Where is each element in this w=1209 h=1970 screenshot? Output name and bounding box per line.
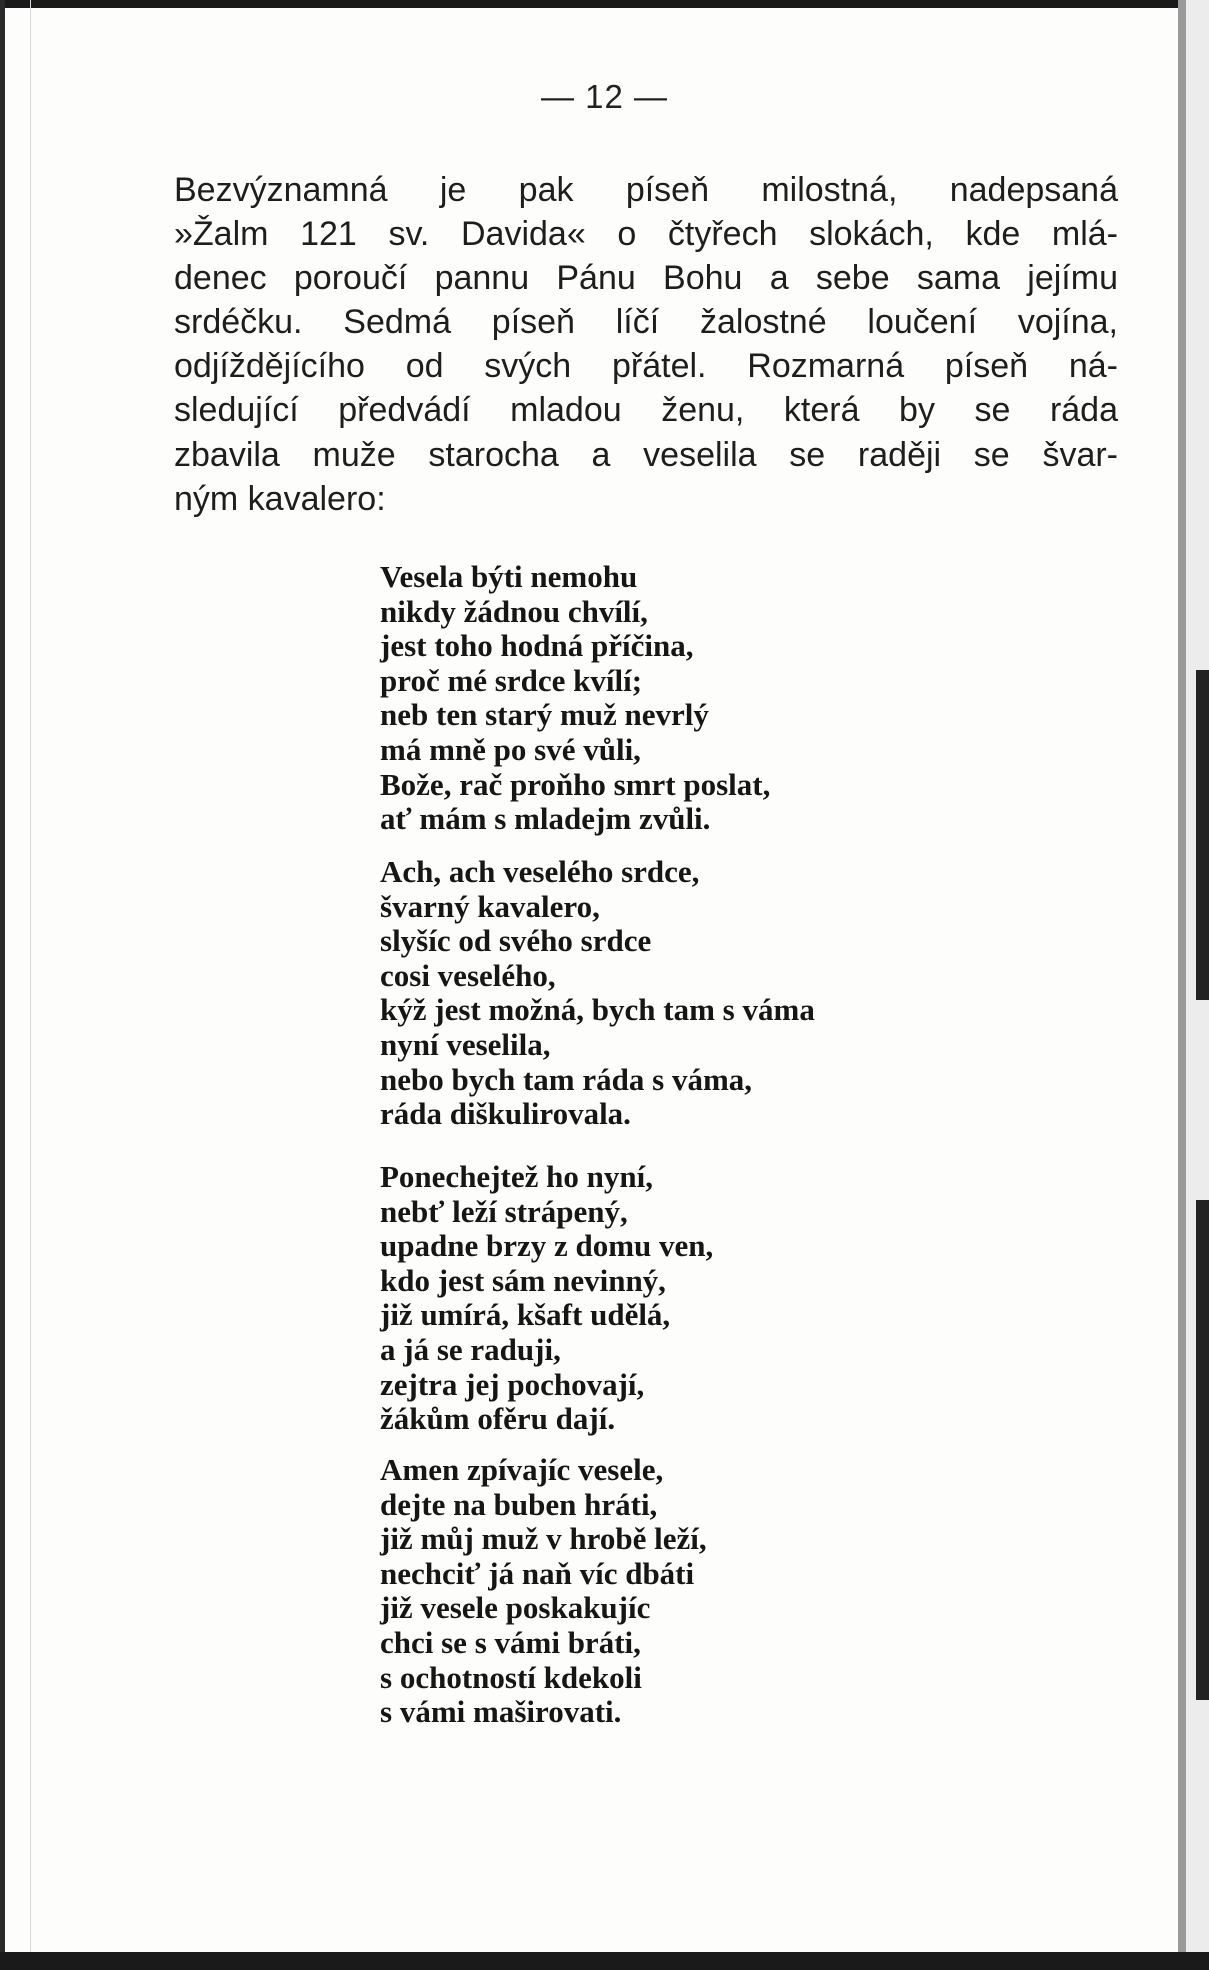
verse-line: Ponechejtež ho nyní, bbox=[380, 1159, 653, 1194]
verse-line: Amen zpívajíc vesele, bbox=[380, 1452, 664, 1487]
verse-line: švarný kavalero, bbox=[380, 888, 600, 924]
verse-line: upadne brzy z domu ven, bbox=[380, 1228, 714, 1264]
intro-paragraph bbox=[174, 168, 1118, 521]
paragraph-line: ným kavalero: bbox=[174, 479, 386, 518]
verse-line: nyní veselila, bbox=[380, 1026, 551, 1062]
verse-line: neb ten starý muž nevrlý bbox=[380, 697, 709, 733]
page-margin-line bbox=[30, 0, 31, 1970]
poem-stanza bbox=[380, 1453, 1080, 1730]
verse-line: jest toho hodná příčina, bbox=[380, 628, 694, 664]
verse-line: Vesela býti nemohu bbox=[380, 559, 638, 594]
verse-line: slyšíc od svého srdce bbox=[380, 923, 652, 959]
verse-line: a já se raduji, bbox=[380, 1331, 561, 1367]
verse-line: proč mé srdce kvílí; bbox=[380, 662, 643, 698]
verse-line: kdo jest sám nevinný, bbox=[380, 1262, 666, 1298]
paragraph-line: sledující předvádí mladou ženu, která by se ráda bbox=[174, 391, 1118, 430]
verse-line: cosi veselého, bbox=[380, 957, 556, 993]
paragraph-line: zbavila muže starocha a veselila se raději se švar- bbox=[174, 435, 1118, 474]
paragraph-line: odjíždějícího od svých přátel. Rozmarná píseň ná- bbox=[174, 347, 1118, 386]
verse-line: již můj muž v hrobě leží, bbox=[380, 1521, 707, 1557]
verse-line: dejte na buben hráti, bbox=[380, 1486, 658, 1522]
verse-line: kýž jest možná, bych tam s váma bbox=[380, 992, 815, 1028]
verse-line: chci se s vámi bráti, bbox=[380, 1624, 641, 1660]
verse-line: ať mám s mladejm zvůli. bbox=[380, 801, 711, 837]
verse-line: s ochotností kdekoli bbox=[380, 1659, 642, 1695]
scan-edge-shadow bbox=[1196, 1200, 1209, 1700]
scan-edge-bottom bbox=[0, 1952, 1209, 1970]
poem-stanza bbox=[380, 855, 1080, 1132]
paragraph-line: denec poroučí pannu Pánu Bohu a sebe sama jejímu bbox=[174, 259, 1118, 298]
scan-edge-shadow bbox=[1196, 670, 1209, 1000]
poem-stanza bbox=[380, 1160, 1080, 1437]
verse-line: Bože, rač proňho smrt poslat, bbox=[380, 766, 771, 802]
page-number: — 12 — bbox=[540, 78, 669, 115]
verse-line: nebo bych tam ráda s váma, bbox=[380, 1061, 753, 1097]
verse-line: ráda diškulirovala. bbox=[380, 1096, 631, 1132]
paragraph-line: srdéčku. Sedmá píseň líčí žalostné loučení vojína, bbox=[174, 303, 1118, 342]
verse-line: s vámi maširovati. bbox=[380, 1694, 622, 1730]
verse-line: žákům ofěru dají. bbox=[380, 1401, 616, 1437]
verse-line: již vesele poskakujíc bbox=[380, 1590, 651, 1626]
scan-edge-left bbox=[0, 0, 5, 1970]
verse-line: nebť leží strápený, bbox=[380, 1193, 628, 1229]
verse-line: zejtra jej pochovají, bbox=[380, 1366, 645, 1402]
scan-edge-top bbox=[0, 0, 1209, 8]
paragraph-line: »Žalm 121 sv. Davida« o čtyřech slokách, kde mlá- bbox=[174, 215, 1118, 254]
verse-line: již umírá, kšaft udělá, bbox=[380, 1297, 671, 1333]
verse-line: nikdy žádnou chvílí, bbox=[380, 593, 648, 629]
verse-line: má mně po své vůli, bbox=[380, 731, 641, 767]
verse-line: Ach, ach veselého srdce, bbox=[380, 854, 700, 889]
verse-line: nechciť já naň víc dbáti bbox=[380, 1555, 695, 1591]
scan-edge-right-band bbox=[1178, 0, 1186, 1970]
paragraph-line: Bezvýznamná je pak píseň milostná, nadepsaná bbox=[174, 171, 1118, 209]
poem-stanza bbox=[380, 560, 1080, 837]
